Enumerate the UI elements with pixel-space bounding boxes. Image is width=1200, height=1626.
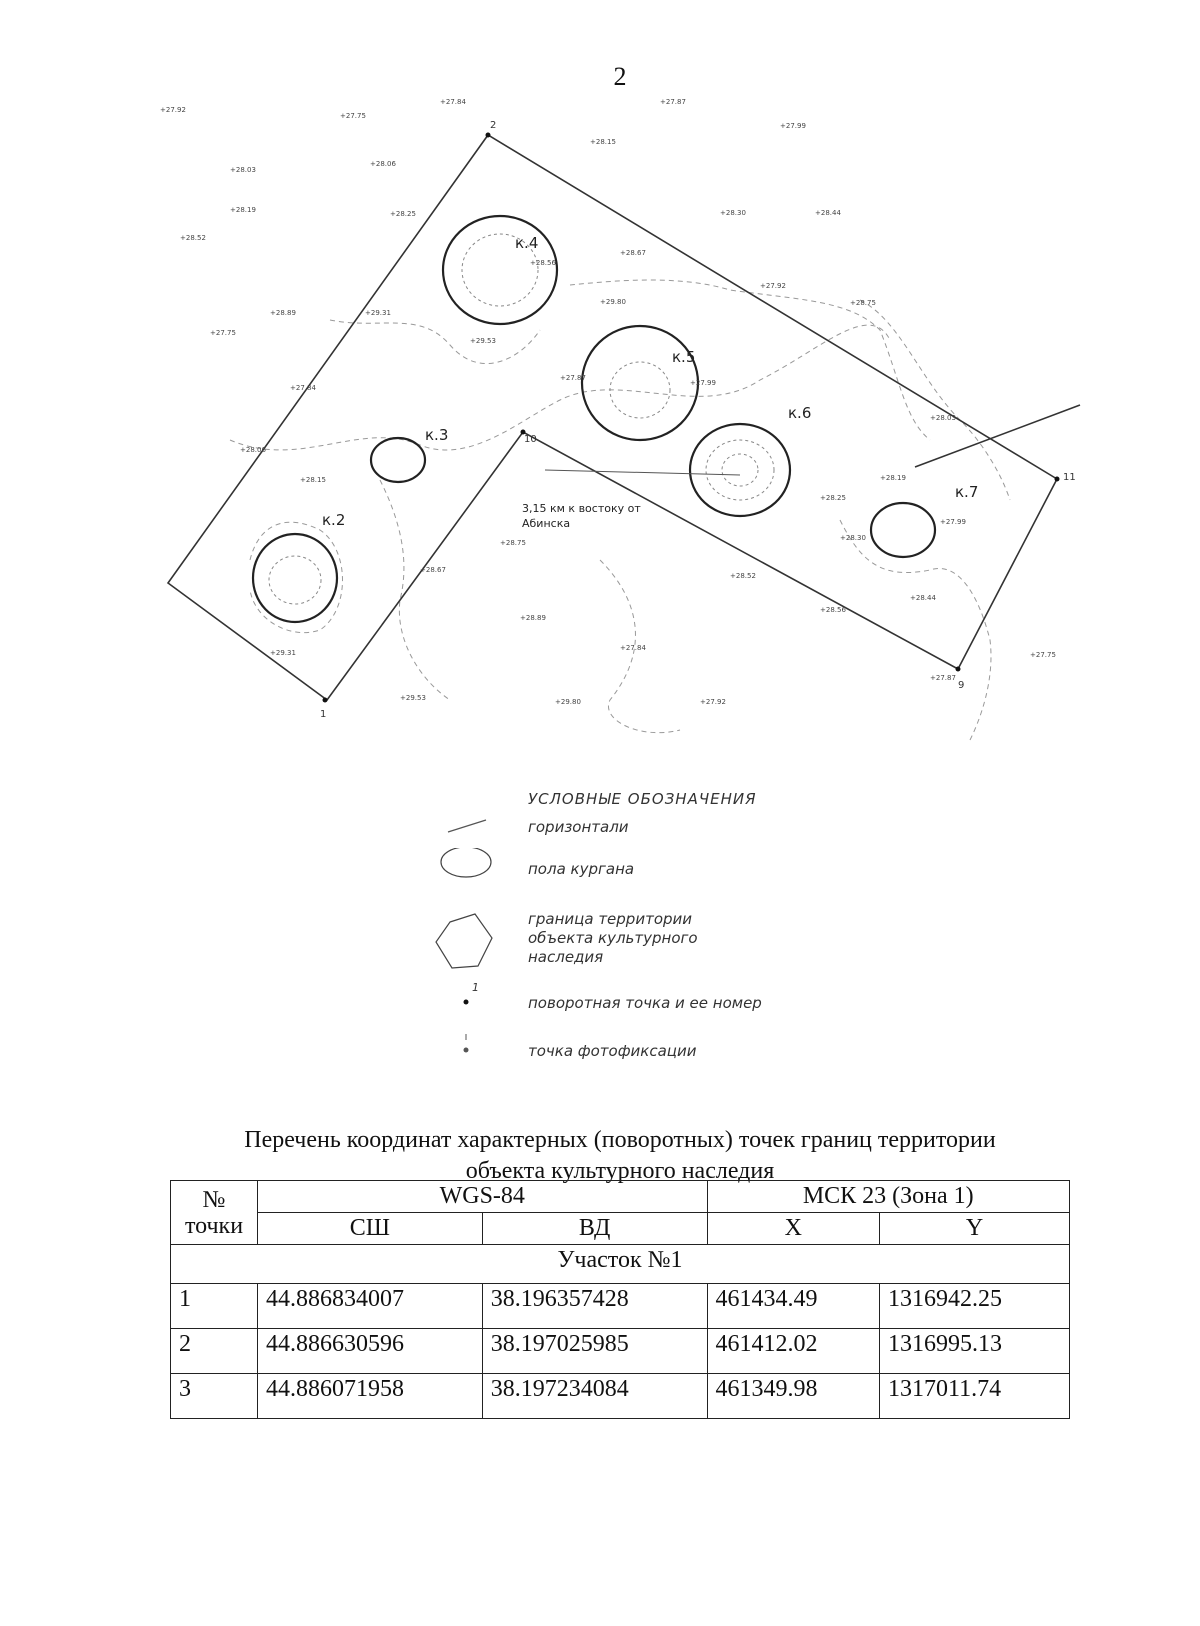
- mound-label-k4: к.4: [515, 234, 539, 252]
- elevation-mark: +27.87: [660, 98, 686, 106]
- contour-line: [380, 480, 450, 700]
- turning-point-1: [323, 698, 328, 703]
- location-note-line1: 3,15 км к востоку от: [522, 502, 641, 515]
- elevation-mark: +29.31: [365, 309, 391, 317]
- elevation-mark: +28.03: [230, 166, 256, 174]
- cell-lat: 44.886630596: [258, 1329, 483, 1374]
- legend-marker: 1: [472, 981, 479, 994]
- elevation-mark: +29.53: [470, 337, 496, 345]
- header-point-number: [171, 1181, 258, 1245]
- mound-label-k7: к.7: [955, 483, 979, 501]
- site-plan-map: [0, 0, 1200, 760]
- elevation-mark: +27.87: [560, 374, 586, 382]
- elevation-mark: +28.03: [930, 414, 956, 422]
- contour-line: [330, 320, 540, 364]
- turning-point-2: [486, 133, 491, 138]
- elevation-mark: +27.92: [700, 698, 726, 706]
- header-lat: СШ: [258, 1213, 483, 1245]
- elevation-mark: +28.25: [390, 210, 416, 218]
- table-row: [171, 1329, 1070, 1374]
- elevation-mark: +27.84: [290, 384, 316, 392]
- table-row: [171, 1374, 1070, 1419]
- elevation-mark: +28.06: [370, 160, 396, 168]
- elevation-mark: +29.80: [555, 698, 581, 706]
- header-lon: ВД: [482, 1213, 707, 1245]
- header-num-symbol: №: [202, 1186, 226, 1213]
- elevation-mark: +27.87: [930, 674, 956, 682]
- elevation-mark: +28.15: [300, 476, 326, 484]
- hexagon-symbol: [430, 910, 510, 980]
- inner-contour: [722, 454, 758, 486]
- elevation-mark: +28.52: [730, 572, 756, 580]
- heritage-boundary: [168, 135, 1057, 700]
- ellipse-symbol: [430, 848, 510, 918]
- mound-label-k2: к.2: [322, 511, 346, 529]
- elevation-mark: +28.44: [910, 594, 936, 602]
- elevation-mark: +28.75: [850, 299, 876, 307]
- elevation-mark: +28.56: [820, 606, 846, 614]
- turning-point-9: [956, 667, 961, 672]
- elevation-mark: +28.89: [520, 614, 546, 622]
- legend-text: граница территории объекта культурного наследия: [528, 910, 698, 966]
- elevation-mark: +27.84: [620, 644, 646, 652]
- legend-text: горизонтали: [528, 818, 629, 836]
- elevation-mark: +28.56: [530, 259, 556, 267]
- header-msk23: МСК 23 (Зона 1): [707, 1181, 1070, 1213]
- location-note-line2: Абинска: [522, 517, 571, 530]
- elevation-mark: +29.53: [400, 694, 426, 702]
- header-x: X: [707, 1213, 880, 1245]
- elevation-mark: +28.44: [815, 209, 841, 217]
- elevation-mark: +29.80: [600, 298, 626, 306]
- legend-title: УСЛОВНЫЕ ОБОЗНАЧЕНИЯ: [528, 790, 757, 808]
- elevation-mark: +28.30: [840, 534, 866, 542]
- header-wgs84: WGS-84: [258, 1181, 708, 1213]
- cell-x: 461434.49: [707, 1284, 880, 1329]
- cell-lon: 38.197025985: [482, 1329, 707, 1374]
- mound-k4: [443, 216, 557, 324]
- elevation-mark: +27.75: [1030, 651, 1056, 659]
- header-num-word: точки: [184, 1212, 244, 1239]
- table-section-row: [171, 1245, 1070, 1284]
- cell-num: 1: [171, 1284, 258, 1329]
- cell-num: 2: [171, 1329, 258, 1374]
- elevation-mark: +28.30: [720, 209, 746, 217]
- section-label: Участок №1: [171, 1245, 1070, 1284]
- cell-y: 1316942.25: [880, 1284, 1070, 1329]
- elevation-mark: +27.92: [760, 282, 786, 290]
- cell-lat: 44.886834007: [258, 1284, 483, 1329]
- table-header-row: [171, 1181, 1070, 1213]
- point-number-10: 10: [524, 434, 537, 445]
- elevation-mark: +28.25: [820, 494, 846, 502]
- inner-contour: [269, 556, 321, 604]
- elevation-mark: +28.06: [240, 446, 266, 454]
- photo-point-symbol: [430, 1030, 510, 1100]
- elevation-mark: +27.99: [690, 379, 716, 387]
- location-arrow: [545, 470, 740, 475]
- cell-y: 1316995.13: [880, 1329, 1070, 1374]
- elevation-mark: +27.92: [160, 106, 186, 114]
- elevation-mark: +28.19: [880, 474, 906, 482]
- mound-k2: [253, 534, 337, 622]
- cell-lon: 38.196357428: [482, 1284, 707, 1329]
- cell-y: 1317011.74: [880, 1374, 1070, 1419]
- mound-k5: [582, 326, 698, 440]
- turning-point-11: [1055, 477, 1060, 482]
- coordinates-table: [170, 1180, 1070, 1419]
- mound-k6: [690, 424, 790, 516]
- elevation-mark: +28.15: [590, 138, 616, 146]
- elevation-mark: +27.84: [440, 98, 466, 106]
- mound-k3: [371, 438, 425, 482]
- cell-x: 461349.98: [707, 1374, 880, 1419]
- mound-label-k5: к.5: [672, 348, 696, 366]
- elevation-mark: +28.75: [500, 539, 526, 547]
- elevation-mark: +28.89: [270, 309, 296, 317]
- table-caption: Перечень координат характерных (поворотных) точек границ территории объекта культурного наследия: [244, 1127, 996, 1184]
- contour-line: [250, 522, 343, 632]
- page-number: 2: [613, 62, 627, 91]
- mound-label-k3: к.3: [425, 426, 449, 444]
- elevation-mark: +27.75: [340, 112, 366, 120]
- elevation-mark: +27.99: [780, 122, 806, 130]
- point-number-1: 1: [320, 709, 327, 720]
- mound-k7: [871, 503, 935, 557]
- mound-label-k6: к.6: [788, 404, 812, 422]
- cell-num: 3: [171, 1374, 258, 1419]
- cell-lat: 44.886071958: [258, 1374, 483, 1419]
- table-subheader-row: [171, 1213, 1070, 1245]
- point-number-9: 9: [958, 680, 965, 691]
- contour-line: [230, 325, 890, 450]
- cell-x: 461412.02: [707, 1329, 880, 1374]
- elevation-mark: +28.19: [230, 206, 256, 214]
- inner-contour: [706, 440, 774, 500]
- elevation-mark: +28.52: [180, 234, 206, 242]
- point-number-11: 11: [1063, 472, 1076, 483]
- header-y: Y: [880, 1213, 1070, 1245]
- table-row: [171, 1284, 1070, 1329]
- legend-text: пола кургана: [528, 860, 635, 878]
- contour-line: [840, 520, 991, 740]
- elevation-mark: +29.31: [270, 649, 296, 657]
- legend-text: поворотная точка и ее номер: [528, 994, 762, 1012]
- point-number-2: 2: [490, 120, 497, 131]
- legend: [430, 790, 850, 1090]
- elevation-mark: +27.75: [210, 329, 236, 337]
- elevation-mark: +27.99: [940, 518, 966, 526]
- legend-text: точка фотофиксации: [528, 1042, 697, 1060]
- cell-lon: 38.197234084: [482, 1374, 707, 1419]
- elevation-mark: +28.67: [620, 249, 646, 257]
- elevation-mark: +28.67: [420, 566, 446, 574]
